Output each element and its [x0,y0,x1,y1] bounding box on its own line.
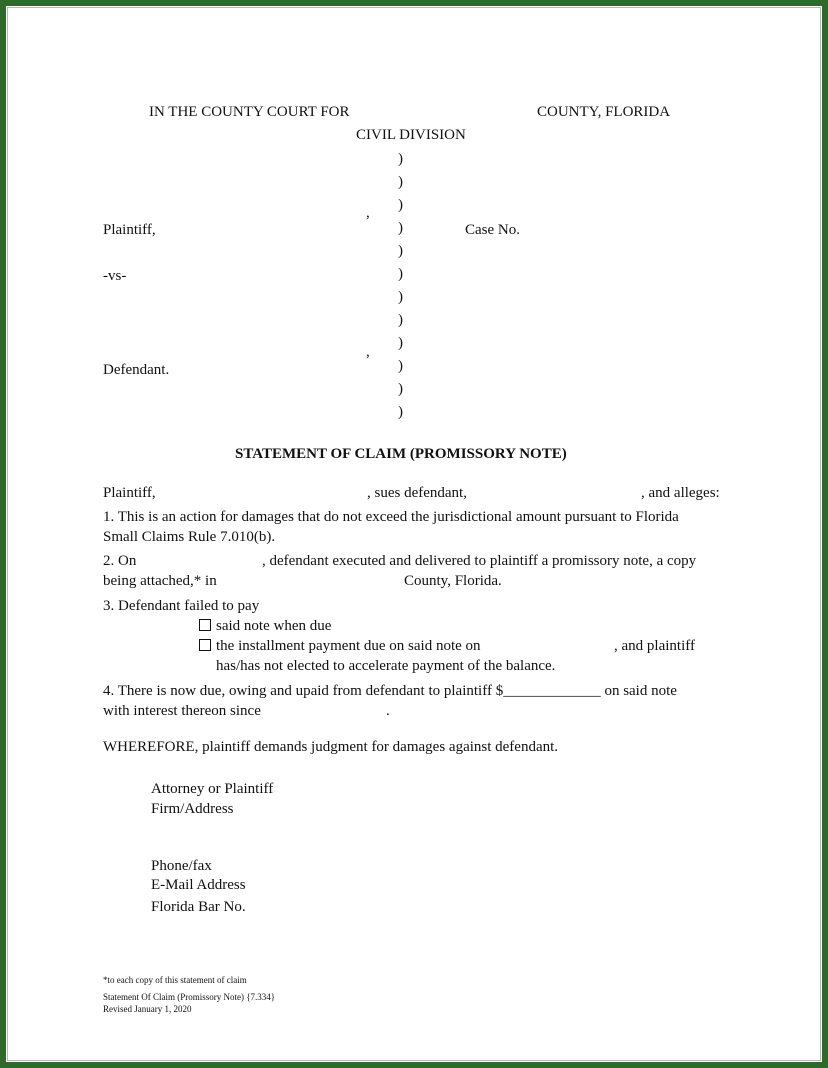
caption-paren: ) [398,151,403,167]
caption-paren: ) [398,220,403,236]
intro-sues-defendant: , sues defendant, [367,485,467,501]
intro-plaintiff: Plaintiff, [103,485,156,501]
checkbox[interactable] [199,639,211,651]
footnote: *to each copy of this statement of claim [103,975,247,985]
court-name-prefix: IN THE COUNTY COURT FOR [149,104,350,120]
phone-fax: Phone/fax [151,858,212,874]
attorney-or-plaintiff: Attorney or Plaintiff [151,781,274,797]
form-name: Statement Of Claim (Promissory Note) {7.334} [103,992,276,1002]
paragraph-1-line-1: 1. This is an action for damages that do not exceed the jurisdictional amount pursuant to Florida [103,509,679,525]
paragraph-4-period: . [386,703,390,719]
option-label: the installment payment due on said note on [216,638,481,654]
option-installment-payment [199,637,481,655]
caption-paren: ) [398,243,403,259]
paragraph-2-line-2: being attached,* in [103,573,217,589]
case-no-label: Case No. [465,222,520,238]
defendant-name-comma: , [366,344,370,360]
defendant-label: Defendant. [103,362,170,378]
paragraph-1-line-2: Small Claims Rule 7.010(b). [103,529,276,545]
option-installment-line-2: has/has not elected to accelerate payment of the balance. [216,658,556,674]
revised-date: Revised January 1, 2020 [103,1004,192,1014]
caption-paren: ) [398,289,403,305]
caption-paren: ) [398,197,403,213]
caption-paren: ) [398,266,403,282]
wherefore-clause: WHEREFORE, plaintiff demands judgment for damages against defendant. [103,739,559,755]
paragraph-4-line-2: with interest thereon since [103,703,261,719]
civil-division: CIVIL DIVISION [356,127,466,143]
checkbox[interactable] [199,619,211,631]
caption-paren: ) [398,174,403,190]
paragraph-4-line-1: 4. There is now due, owing and upaid from defendant to plaintiff $_____________ on said note [103,683,677,699]
option-installment-end: , and plaintiff [614,638,695,654]
paragraph-2-rest: , defendant executed and delivered to plaintiff a promissory note, a copy [262,553,697,569]
plaintiff-label: Plaintiff, [103,222,156,238]
paragraph-2-on: 2. On [103,553,137,569]
intro-alleges: , and alleges: [641,485,720,501]
florida-bar-no: Florida Bar No. [151,899,246,915]
document-title: STATEMENT OF CLAIM (PROMISSORY NOTE) [235,446,567,462]
option-note-when-due [199,617,331,635]
email-address: E-Mail Address [151,877,246,893]
option-label: said note when due [216,618,332,634]
court-name-suffix: COUNTY, FLORIDA [537,104,671,120]
paragraph-2-county: County, Florida. [404,573,502,589]
firm-address: Firm/Address [151,801,234,817]
plaintiff-name-comma: , [366,205,370,221]
caption-paren: ) [398,335,403,351]
caption-paren: ) [398,381,403,397]
paragraph-3: 3. Defendant failed to pay [103,598,260,614]
caption-paren: ) [398,312,403,328]
caption-paren: ) [398,358,403,374]
caption-paren: ) [398,404,403,420]
versus-label: -vs- [103,268,127,284]
